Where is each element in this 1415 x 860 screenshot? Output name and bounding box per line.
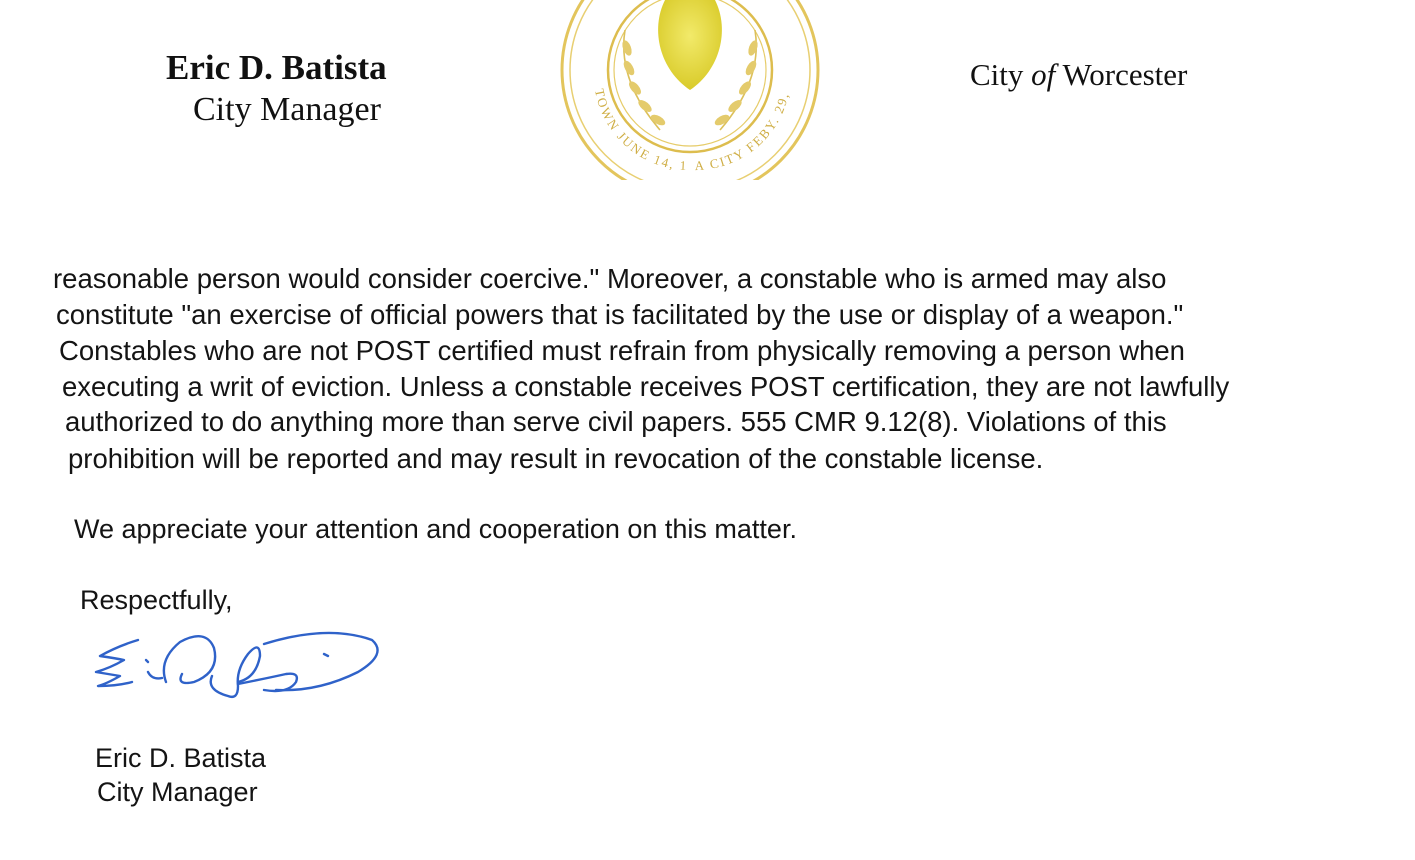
svg-text:A CITY FEBY. 29, 1848: A CITY FEBY. 29,	[694, 90, 792, 174]
body-line-1: reasonable person would consider coercive." Moreover, a constable who is armed may also	[53, 263, 1167, 294]
svg-text:TOWN JUNE 14, 1722: TOWN JUNE 14, 1	[591, 87, 689, 174]
body-line-4: executing a writ of eviction. Unless a constable receives POST certification, they are not lawfully	[62, 371, 1230, 402]
body-line-3: Constables who are not POST certified must refrain from physically removing a person when	[59, 335, 1185, 366]
body-line-5: authorized to do anything more than serve civil papers. 555 CMR 9.12(8). Violations of this	[65, 406, 1167, 437]
salutation: Respectfully,	[80, 585, 233, 615]
city-name	[970, 56, 1187, 94]
city-seal-icon	[555, 0, 825, 180]
signature-icon	[88, 620, 388, 710]
letterhead-title: City Manager	[193, 91, 381, 128]
city-name-prefix: City	[970, 57, 1032, 92]
city-name-of: of	[1031, 57, 1056, 92]
body-line-2: constitute "an exercise of official powers that is facilitated by the use or display of a weapon."	[56, 299, 1184, 330]
appreciation-line: We appreciate your attention and cooperation on this matter.	[74, 514, 797, 544]
body-line-6: prohibition will be reported and may result in revocation of the constable license.	[68, 443, 1044, 474]
letterhead-name: Eric D. Batista	[166, 48, 387, 87]
signer-name: Eric D. Batista	[95, 743, 267, 773]
city-name-suffix: Worcester	[1055, 57, 1188, 92]
signer-title: City Manager	[97, 777, 258, 807]
